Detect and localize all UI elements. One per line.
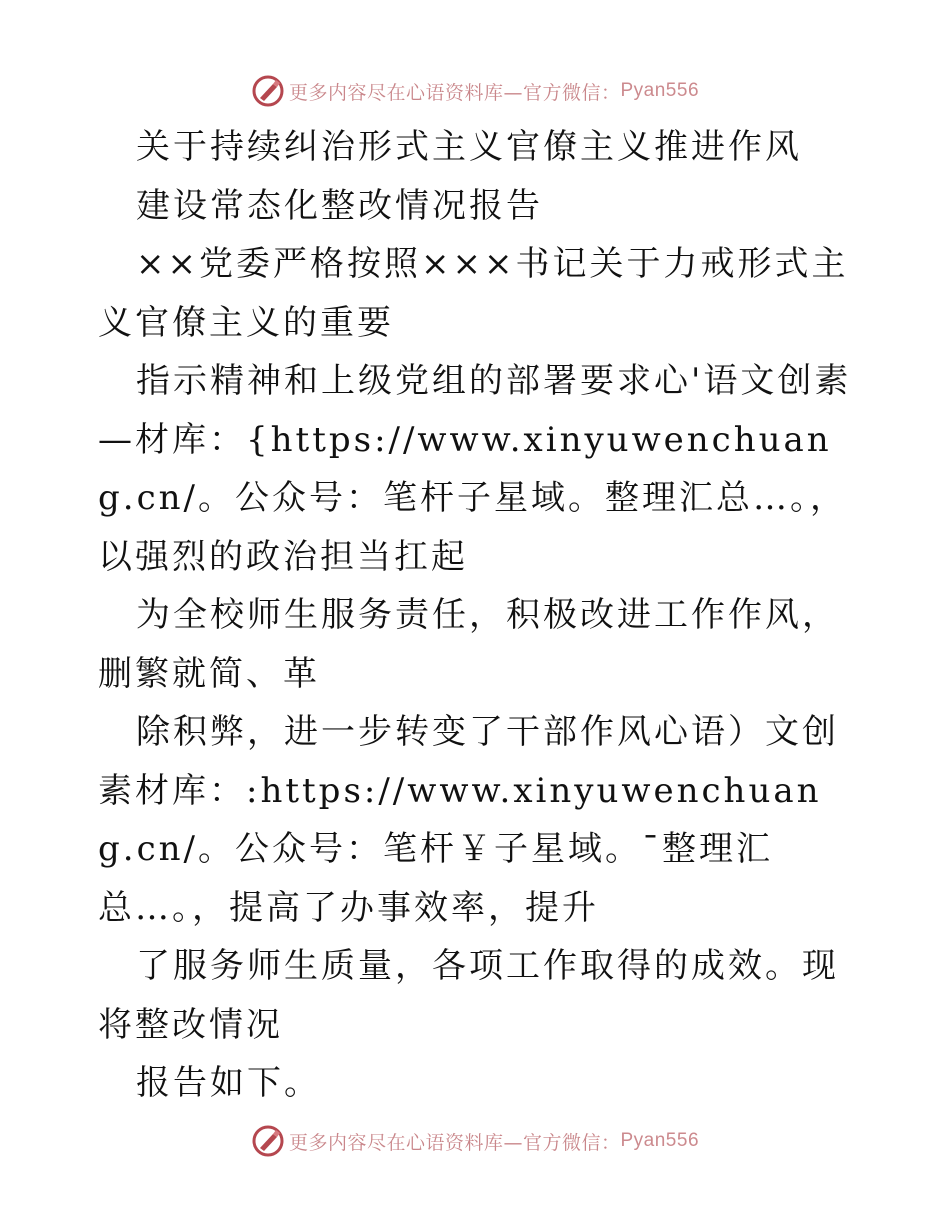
paragraph-5: 为全校师生服务责任，积极改进工作作风，删繁就简、革 — [98, 595, 839, 694]
paragraph-6: 除积弊，进一步转变了干部作风心语）文创素材库：:https://www.xinyuwenchuang.cn/。公众号：笔杆￥子星域。¯整理汇总…。，提高了办事效率，提升 — [98, 712, 839, 928]
paragraph-8: 报告如下。 — [136, 1063, 321, 1103]
document-body — [98, 118, 858, 1113]
watermark-id: Pyan556 — [620, 80, 700, 101]
paragraph-1: 关于持续纠治形式主义官僚主义推进作风 — [136, 127, 802, 167]
watermark-text: 更多内容尽在心语资料库—官方微信： — [288, 1131, 621, 1154]
paragraph-4: 指示精神和上级党组的部署要求心'语文创素—材库：{https://www.xinyuwenchuang.cn/。公众号：笔杆子星域。整理汇总…。，以强烈的政治担当扛起 — [98, 361, 852, 577]
paragraph-7: 了服务师生质量，各项工作取得的成效。现将整改情况 — [98, 946, 839, 1045]
footer-watermark — [0, 1124, 950, 1158]
paragraph-3: ××党委严格按照×××书记关于力戒形式主义官僚主义的重要 — [98, 244, 849, 343]
watermark-text: 更多内容尽在心语资料库—官方微信： — [288, 81, 621, 104]
paragraph-2: 建设常态化整改情况报告 — [136, 185, 543, 226]
header-watermark — [0, 74, 950, 108]
watermark-id: Pyan556 — [620, 1130, 700, 1151]
watermark-logo-icon — [251, 74, 285, 108]
watermark-logo-icon — [251, 1124, 285, 1158]
